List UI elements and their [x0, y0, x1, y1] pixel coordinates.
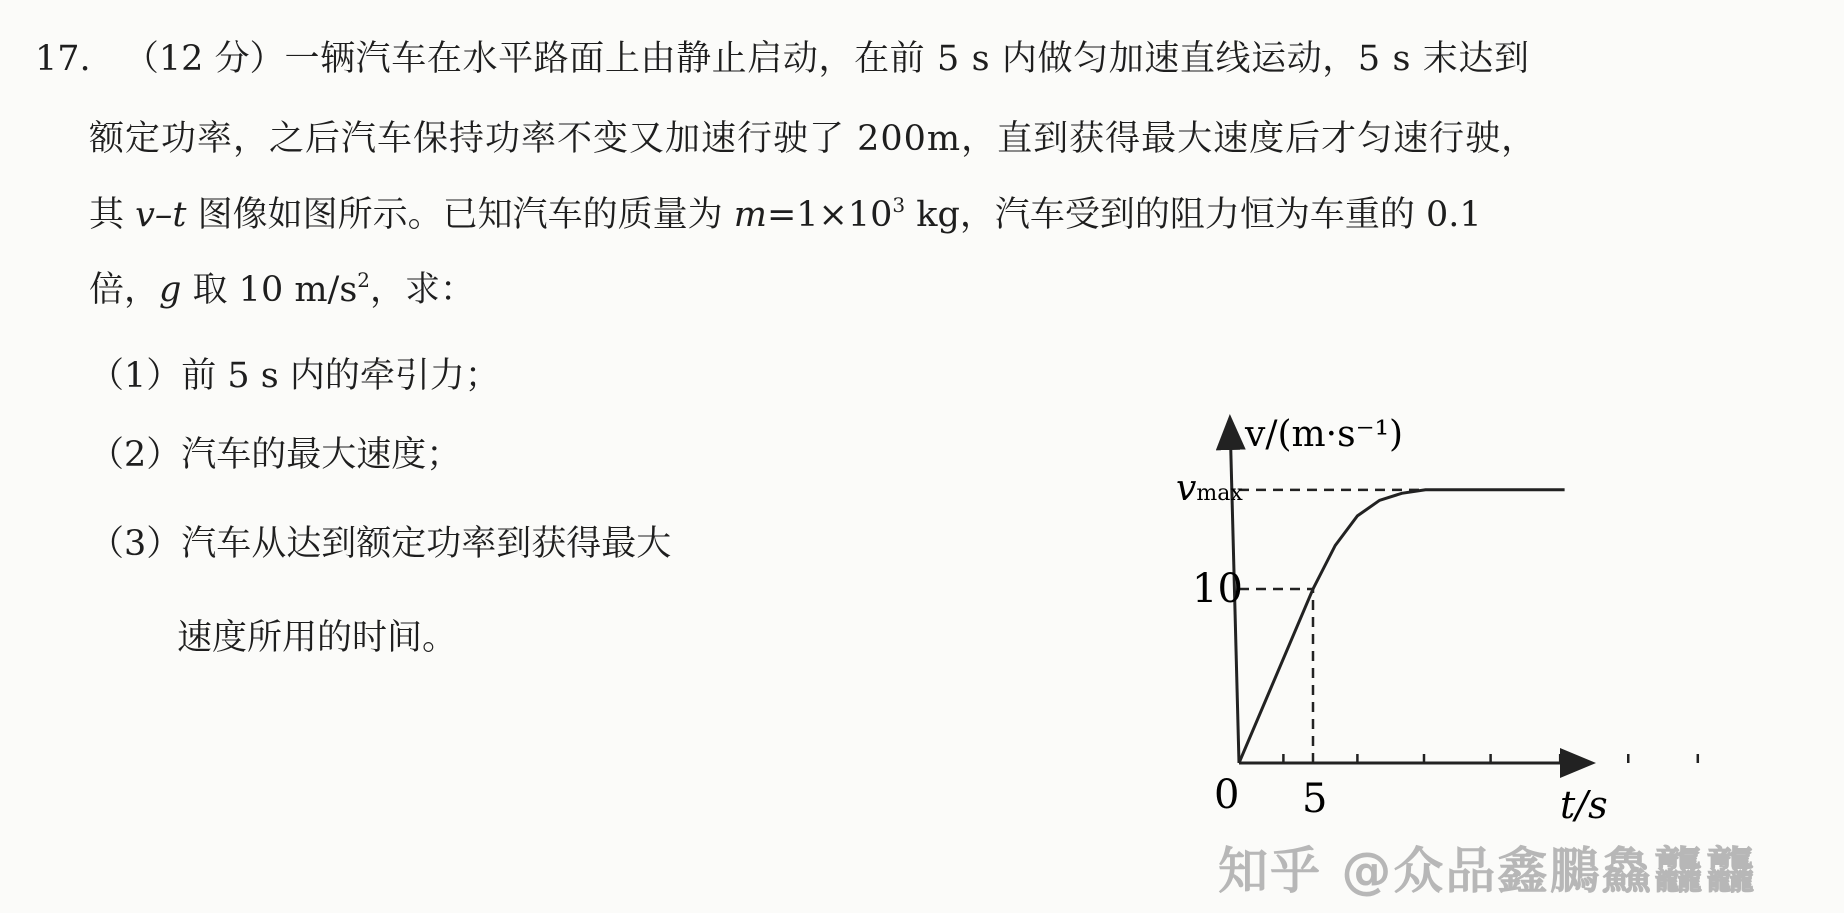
x-axis-label: t/s [1560, 783, 1608, 827]
sub-question-3: （3）汽车从达到额定功率到获得最大 [89, 524, 672, 564]
text: 图像如图所示。已知汽车的质量为 [186, 195, 734, 235]
question-text: 额定功率，之后汽车保持功率不变又加速行驶了 200m，直到获得最大速度后才匀速行驶， [89, 119, 1538, 159]
text-m: m [733, 195, 767, 235]
watermark: 知乎 @众品鑫鵩鱻龘龘 [1218, 842, 1758, 900]
sub-question-3-cont: 速度所用的时间。 [177, 618, 458, 658]
exponent: 2 [357, 268, 371, 292]
sub-question-2: （2）汽车的最大速度； [89, 435, 462, 475]
text: 取 10 m/s [181, 270, 358, 310]
text: ，求： [370, 270, 476, 310]
text-g: g [159, 270, 182, 310]
text: =1×10 [766, 195, 893, 235]
sub-question-1: （1）前 5 s 内的牵引力； [89, 356, 500, 396]
question-text: 一辆汽车在水平路面上由静止启动，在前 5 s 内做匀加速直线运动，5 s 末达到 [284, 39, 1530, 79]
question-number: 17. [35, 39, 91, 79]
text: 倍， [89, 270, 160, 310]
text: kg，汽车受到的阻力恒为车重的 0.1 [905, 195, 1482, 235]
origin-label: 0 [1214, 772, 1240, 818]
text-vt: v–t [135, 195, 187, 235]
velocity-curve [1239, 490, 1565, 763]
x-tick-5: 5 [1302, 776, 1328, 822]
exponent: 3 [892, 193, 906, 217]
y-tick-10: 10 [1192, 566, 1243, 612]
y-axis-label: v/(m·s⁻¹) [1245, 414, 1404, 455]
text: 其 [89, 195, 136, 235]
question-points: （12 分） [123, 39, 285, 79]
y-tick-vmax: vmax [1176, 468, 1243, 509]
